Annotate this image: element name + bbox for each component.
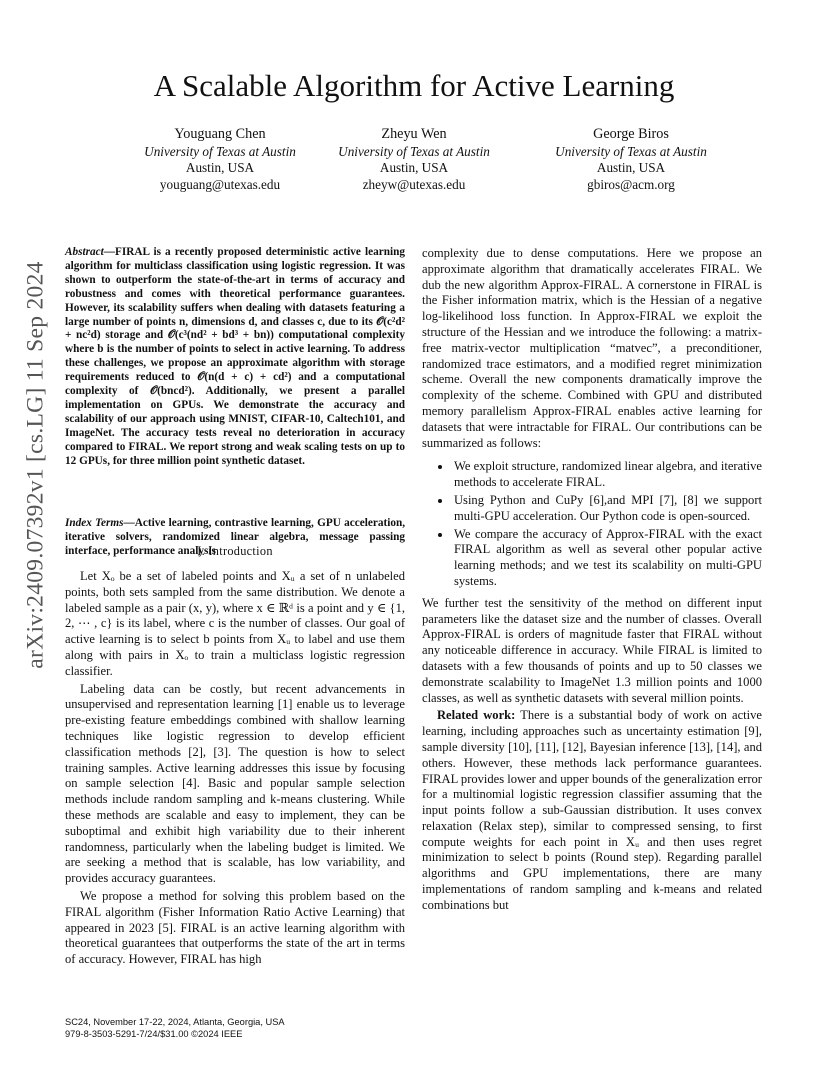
author-affiliation: University of Texas at Austin [144,143,296,159]
section-heading: I. Introduction [197,544,273,558]
related-work-paragraph [422,708,762,913]
author-email: zheyw@utexas.edu [362,176,466,192]
author-block-1 [110,126,330,193]
author-email: youguang@utexas.edu [159,176,281,192]
footer-copyright: 979-8-3503-5291-7/24/$31.00 ©2024 IEEE [65,1028,243,1039]
abstract [65,246,405,469]
related-work-label: Related work: [437,708,516,723]
author-name: George Biros [593,126,669,142]
footer-conference: SC24, November 17-22, 2024, Atlanta, Georgia, USA [65,1017,285,1027]
author-name: Youguang Chen [174,126,266,142]
introduction-body [65,569,405,970]
author-name: Zheyu Wen [381,126,447,142]
list-item: • We exploit structure, randomized linear algebra, and iterative methods to accelerate FIRAL. [452,459,762,491]
author-location: Austin, USA [185,160,255,176]
author-location: Austin, USA [596,160,666,176]
related-work-text: There is a substantial body of work on active learning, including approaches such as uncertainty estimation [9], sample diversity [10], [11], [12], Bayesian inference [13], [14], and others. However, these methods lack performance guarantees. FIRAL provides lower and upper bounds of the generalization error for a multinomial logistic regression classifier assuming that the input points follow a sub-Gaussian distribution. It uses convex relaxation (Relax step), similar to compressed sensing, to first compute weights for each point in Xᵤ and then uses regret minimization to select b points (Round step). Regarding parallel algorithms and GPU implementations, there are many implementations of random sampling and k-means and related combinations but [422,708,762,912]
abstract-label: Abstract [65,246,104,258]
contributions-list [422,459,762,589]
author-affiliation: University of Texas at Austin [338,143,490,159]
author-affiliation: University of Texas at Austin [555,143,707,159]
intro-paragraph-1: Let Xₒ be a set of labeled points and Xᵤ a set of n unlabeled points, both sets sampled from the same distribution. We denote a labeled sample as a pair (x, y), where x ∈ ℝᵈ is a point and y ∈ {1, 2, ⋯ , c} is its label, where c is the number of classes. Our goal of active learning is to select b points from Xᵤ to label and use them along with pairs in Xₒ to train a multiclass logistic regression classifier. [65,569,405,678]
author-block-2 [304,126,524,193]
intro-paragraph-2: Labeling data can be costly, but recent advancements in unsupervised and representation learning [1] enable us to leverage pre-existing feature embeddings combined with shallow learning techniques like logistic regression to develop efficient classification methods [2], [3]. The question is how to select training samples. Active learning addresses this issue by focusing on sample selection [4]. Basic and popular sample selection methods include random sampling and k-means clustering. While these methods are scalable and easy to implement, they can be suboptimal and exhibit high variability due to their inherent randomness, particularly when the labeling budget is limited. We are seeking a method that is scalable, has low variability, and provides accuracy guarantees. [65,681,405,886]
right-column-body [422,246,762,914]
right-paragraph-1: complexity due to dense computations. Here we propose an approximate algorithm that dramatically accelerates FIRAL. We dub the new algorithm Approx-FIRAL. A cornerstone in FIRAL is the Fisher information matrix, which is the Hessian of a negative log-likelihood loss function. In Approx-FIRAL we exploit the structure of the Hessian and we introduce the following: a matrix-free matrix-vector multiplication “matvec”, a preconditioner, randomized trace estimators, and a modified regret minimization scheme. Overall the new components dramatically improve the complexity of the scheme. Combined with GPU and distributed memory parallelism Approx-FIRAL enables active learning for datasets that were intractable for FIRAL. Our contributions can be summarized as follows: [422,246,762,450]
list-item: • Using Python and CuPy [6],and MPI [7], [8] we support multi-GPU acceleration. Our Python code is open-sourced. [452,493,762,525]
index-terms-text: —Active learning, contrastive learning, GPU acceleration, iterative solvers, randomized linear algebra, message passing interface, performance analysis [65,517,406,557]
index-terms-label: Index Terms [65,517,124,529]
abstract-text: —FIRAL is a recently proposed deterministic active learning algorithm for multiclass classification using logistic regression. It was shown to outperform the state-of-the-art in terms of accuracy and robustness and comes with theoretical performance guarantees. However, its scalability suffers when dealing with datasets featuring a large number of points n, dimensions d, and classes c, due to its 𝒪(c²d² + nc²d) storage and 𝒪(c³(nd² + bd³ + bn)) computational complexity where b is the number of points to select in active learning. To address these challenges, we propose an approximate algorithm with storage requirements reduced to 𝒪(n(d + c) + cd²) and a computational complexity of 𝒪(bncd²). Additionally, we present a parallel implementation on GPUs. We demonstrate the accuracy and scalability of our approach using MNIST, CIFAR-10, Caltech101, and ImageNet. The accuracy tests reveal no deterioration in accuracy compared to FIRAL. We report strong and weak scaling tests on up to 12 GPUs, for three million point synthetic dataset. [65,246,405,467]
footer [65,1017,285,1040]
intro-paragraph-3: We propose a method for solving this problem based on the FIRAL algorithm (Fisher Information Ratio Active Learning) that appeared in 2023 [5]. FIRAL is an active learning algorithm with theoretical guarantees that outperforms the state of the art in terms of accuracy. However, FIRAL has high [65,888,405,967]
author-location: Austin, USA [379,160,449,176]
author-email: gbiros@acm.org [587,176,675,192]
author-block-3 [521,126,741,193]
arxiv-identifier[interactable]: arXiv:2409.07392v1 [cs.LG] 11 Sep 2024 [22,261,49,669]
list-item: • We compare the accuracy of Approx-FIRAL with the exact FIRAL algorithm as well as several other popular active learning methods; and we test its scalability on multi-GPU systems. [452,527,762,590]
paper-title: A Scalable Algorithm for Active Learning [153,68,675,103]
right-paragraph-2: We further test the sensitivity of the method on different input parameters like the dataset size and the number of classes. Overall Approx-FIRAL is orders of magnitude faster that FIRAL without any noticeable difference in accuracy. While FIRAL is limited to datasets with a few thousands of points and up to 50 classes we demonstrate scalability to ImageNet 1.3 million points and 1000 classes, as well as synthetic datasets with several million points. [422,595,762,705]
